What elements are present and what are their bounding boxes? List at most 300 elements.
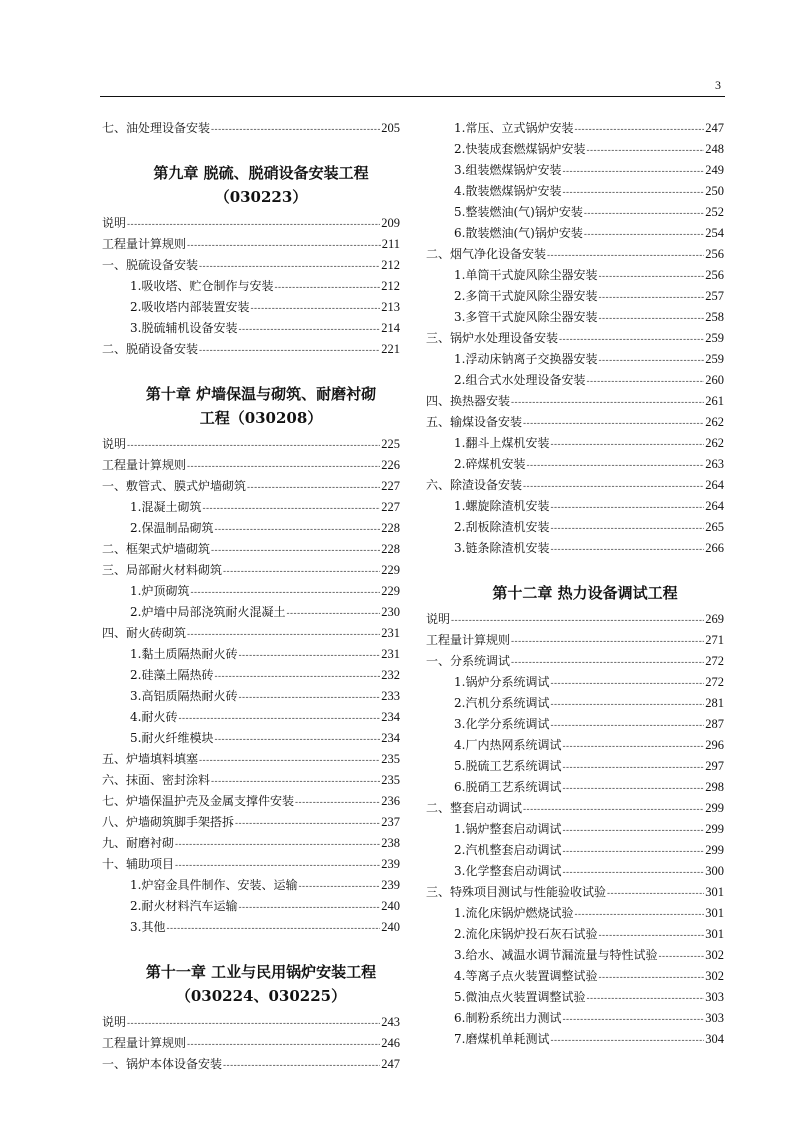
- toc-entry[interactable]: [426, 412, 724, 433]
- toc-subentry[interactable]: [426, 861, 724, 882]
- toc-entry[interactable]: [426, 391, 724, 412]
- leader-dots: [235, 814, 380, 835]
- toc-subentry[interactable]: [426, 370, 724, 391]
- leader-dots: [598, 288, 704, 309]
- toc-entry-title: 6.脱硝工艺系统调试: [454, 780, 562, 794]
- toc-entry-title: 说明: [426, 612, 451, 626]
- toc-entry-title: 3.给水、减温水调节漏流量与特性试验: [454, 948, 658, 962]
- leader-dots: [211, 772, 380, 793]
- toc-entry-title: 2.快装成套燃煤锅炉安装: [454, 142, 586, 156]
- toc-entry-title: 1.浮动床钠离子交换器安装: [454, 352, 598, 366]
- toc-entry[interactable]: [102, 560, 400, 581]
- toc-page-number: 239: [381, 878, 400, 892]
- toc-left-column: [102, 118, 400, 1075]
- toc-entry-title: 四、耐火砖砌筑: [102, 626, 187, 640]
- toc-subentry[interactable]: [102, 518, 400, 539]
- toc-subentry[interactable]: [426, 538, 724, 559]
- leader-dots: [295, 793, 380, 814]
- toc-page-number: 266: [705, 541, 724, 555]
- toc-subentry[interactable]: [426, 819, 724, 840]
- toc-entry[interactable]: [102, 1054, 400, 1075]
- toc-entry-title: 七、油处理设备安装: [102, 121, 211, 135]
- toc-subentry[interactable]: [426, 454, 724, 475]
- chapter-title-line: 第十一章 工业与民用锅炉安装工程: [145, 963, 377, 981]
- toc-page-number: 265: [705, 520, 724, 534]
- leader-dots: [238, 646, 380, 667]
- toc-subentry[interactable]: [426, 1029, 724, 1050]
- toc-entry-title: 说明: [102, 437, 127, 451]
- toc-entry-title: 1.黏土质隔热耐火砖: [130, 647, 238, 661]
- toc-page-number: 259: [705, 331, 724, 345]
- toc-entry-title: 二、框架式炉墙砌筑: [102, 542, 211, 556]
- toc-entry[interactable]: [426, 798, 724, 819]
- toc-page-number: 236: [381, 794, 400, 808]
- leader-dots: [562, 863, 704, 884]
- leader-dots: [550, 716, 704, 737]
- toc-page-number: 257: [705, 289, 724, 303]
- leader-dots: [658, 947, 704, 968]
- toc-entry-title: 十、辅助项目: [102, 857, 175, 871]
- chapter-heading: [102, 161, 400, 209]
- toc-subentry[interactable]: [102, 297, 400, 318]
- toc-entry-title: 七、炉墙保温护壳及金属支撑件安装: [102, 794, 295, 808]
- leader-dots: [550, 435, 704, 456]
- toc-subentry[interactable]: [102, 497, 400, 518]
- toc-entry-title: 2.碎煤机安装: [454, 457, 526, 471]
- toc-entry[interactable]: [102, 213, 400, 234]
- toc-entry[interactable]: [102, 1012, 400, 1033]
- toc-subentry[interactable]: [102, 581, 400, 602]
- toc-page-number: 225: [381, 437, 400, 451]
- toc-page-number: 302: [705, 969, 724, 983]
- leader-dots: [562, 183, 704, 204]
- toc-page-number: 212: [381, 258, 400, 272]
- leader-dots: [286, 604, 380, 625]
- chapter-title-line: 工程（030208）: [199, 409, 323, 427]
- toc-entry[interactable]: [426, 630, 724, 651]
- toc-page-number: 234: [381, 731, 400, 745]
- toc-page-number: 300: [705, 864, 724, 878]
- leader-dots: [214, 520, 380, 541]
- toc-entry-title: 3.其他: [130, 920, 166, 934]
- toc-entry-title: 1.流化床锅炉燃烧试验: [454, 906, 574, 920]
- toc-entry-title: 2.流化床锅炉投石灰石试验: [454, 927, 598, 941]
- toc-entry-title: 1.锅炉分系统调试: [454, 675, 550, 689]
- toc-page-number: 227: [381, 479, 400, 493]
- leader-dots: [562, 1010, 704, 1031]
- leader-dots: [550, 674, 704, 695]
- leader-dots: [298, 877, 380, 898]
- toc-page-number: 240: [381, 899, 400, 913]
- toc-page-number: 234: [381, 710, 400, 724]
- toc-entry-title: 3.链条除渣机安装: [454, 541, 550, 555]
- toc-entry-title: 五、炉墙填料填塞: [102, 752, 199, 766]
- toc-subentry[interactable]: [426, 840, 724, 861]
- toc-subentry[interactable]: [102, 318, 400, 339]
- toc-entry-title: 7.磨煤机单耗测试: [454, 1032, 550, 1046]
- toc-subentry[interactable]: [426, 1008, 724, 1029]
- toc-entry-title: 2.硅藻土隔热砖: [130, 668, 214, 682]
- leader-dots: [598, 351, 704, 372]
- toc-entry-title: 4.厂内热网系统调试: [454, 738, 562, 752]
- toc-entry-title: 一、分系统调试: [426, 654, 511, 668]
- leader-dots: [550, 1031, 704, 1052]
- leader-dots: [511, 393, 704, 414]
- toc-entry-title: 2.耐火材料汽车运输: [130, 899, 238, 913]
- leader-dots: [562, 779, 704, 800]
- toc-subentry[interactable]: [102, 602, 400, 623]
- toc-entry-title: 九、耐磨衬砌: [102, 836, 175, 850]
- toc-entry[interactable]: [102, 234, 400, 255]
- toc-entry-title: 1.吸收塔、贮仓制作与安装: [130, 279, 274, 293]
- toc-page-number: 281: [705, 696, 724, 710]
- toc-entry-title: 6.制粉系统出力测试: [454, 1011, 562, 1025]
- toc-subentry[interactable]: [102, 707, 400, 728]
- leader-dots: [127, 1014, 380, 1035]
- toc-entry-title: 3.化学分系统调试: [454, 717, 550, 731]
- toc-page-number: 271: [705, 633, 724, 647]
- toc-page-number: 298: [705, 780, 724, 794]
- toc-entry[interactable]: [426, 328, 724, 349]
- toc-page-number: 227: [381, 500, 400, 514]
- toc-page-number: 262: [705, 415, 724, 429]
- toc-subentry[interactable]: [102, 728, 400, 749]
- toc-subentry[interactable]: [102, 896, 400, 917]
- toc-page-number: 264: [705, 499, 724, 513]
- toc-entry-title: 1.锅炉整套启动调试: [454, 822, 562, 836]
- chapter-title-line: （030223）: [214, 188, 308, 206]
- toc-entry-title: 四、换热器安装: [426, 394, 511, 408]
- leader-dots: [187, 236, 381, 257]
- toc-page-number: 301: [705, 927, 724, 941]
- toc-page-number: 237: [381, 815, 400, 829]
- toc-subentry[interactable]: [426, 517, 724, 538]
- leader-dots: [550, 519, 704, 540]
- toc-page-number: 250: [705, 184, 724, 198]
- toc-entry[interactable]: [426, 882, 724, 903]
- chapter-title-line: 第十章 炉墙保温与砌筑、耐磨衬砌: [145, 385, 377, 403]
- leader-dots: [584, 225, 704, 246]
- toc-subentry[interactable]: [426, 714, 724, 735]
- toc-page-number: 247: [381, 1057, 400, 1071]
- toc-page-number: 263: [705, 457, 724, 471]
- toc-entry-title: 5.整装燃油(气)锅炉安装: [454, 205, 583, 219]
- toc-page-number: 233: [381, 689, 400, 703]
- toc-entry-title: 5.耐火纤维模块: [130, 731, 214, 745]
- leader-dots: [250, 299, 380, 320]
- toc-entry-title: 1.炉顶砌筑: [130, 584, 190, 598]
- toc-page-number: 228: [381, 542, 400, 556]
- toc-subentry[interactable]: [426, 181, 724, 202]
- leader-dots: [175, 835, 380, 856]
- toc-entry[interactable]: [102, 623, 400, 644]
- toc-page-number: 260: [705, 373, 724, 387]
- toc-page-number: 304: [705, 1032, 724, 1046]
- toc-subentry[interactable]: [426, 966, 724, 987]
- leader-dots: [190, 583, 380, 604]
- toc-page-number: 296: [705, 738, 724, 752]
- leader-dots: [562, 162, 704, 183]
- toc-entry[interactable]: [102, 812, 400, 833]
- leader-dots: [238, 320, 380, 341]
- toc-entry[interactable]: [426, 475, 724, 496]
- toc-entry[interactable]: [102, 1033, 400, 1054]
- toc-entry[interactable]: [102, 476, 400, 497]
- leader-dots: [451, 611, 704, 632]
- toc-entry[interactable]: [102, 791, 400, 812]
- toc-subentry[interactable]: [102, 686, 400, 707]
- toc-page-number: 232: [381, 668, 400, 682]
- toc-subentry[interactable]: [426, 286, 724, 307]
- toc-subentry[interactable]: [426, 945, 724, 966]
- toc-subentry[interactable]: [426, 735, 724, 756]
- leader-dots: [607, 884, 704, 905]
- toc-entry-title: 三、特殊项目测试与性能验收试验: [426, 885, 607, 899]
- page-number: 3: [715, 78, 721, 92]
- leader-dots: [187, 457, 380, 478]
- toc-subentry[interactable]: [426, 777, 724, 798]
- toc-entry-title: 2.刮板除渣机安装: [454, 520, 550, 534]
- toc-entry-title: 1.螺旋除渣机安装: [454, 499, 550, 513]
- toc-page-number: 254: [705, 226, 724, 240]
- toc-entry-title: 4.散装燃煤锅炉安装: [454, 184, 562, 198]
- leader-dots: [598, 309, 704, 330]
- toc-entry[interactable]: [426, 651, 724, 672]
- toc-entry-title: 工程量计算规则: [102, 237, 187, 251]
- leader-dots: [523, 414, 704, 435]
- toc-page-number: 213: [381, 300, 400, 314]
- chapter-title-line: 第十二章 热力设备调试工程: [492, 584, 678, 602]
- toc-subentry[interactable]: [426, 987, 724, 1008]
- leader-dots: [526, 456, 704, 477]
- leader-dots: [547, 246, 704, 267]
- toc-entry-title: 3.脱硫辅机设备安装: [130, 321, 238, 335]
- toc-entry[interactable]: [102, 770, 400, 791]
- toc-page-number: 239: [381, 857, 400, 871]
- toc-subentry[interactable]: [426, 693, 724, 714]
- toc-page-number: 301: [705, 906, 724, 920]
- toc-page-number: 229: [381, 563, 400, 577]
- toc-page-number: 299: [705, 843, 724, 857]
- leader-dots: [559, 330, 704, 351]
- toc-entry-title: 一、脱硫设备安装: [102, 258, 199, 272]
- toc-page-number: 259: [705, 352, 724, 366]
- toc-page-number: 256: [705, 268, 724, 282]
- leader-dots: [550, 498, 704, 519]
- toc-entry-title: 2.多筒干式旋风除尘器安装: [454, 289, 598, 303]
- toc-entry[interactable]: [102, 455, 400, 476]
- leader-dots: [199, 751, 380, 772]
- toc-entry[interactable]: [102, 118, 400, 139]
- toc-entry-title: 二、烟气净化设备安装: [426, 247, 547, 261]
- leader-dots: [562, 821, 704, 842]
- toc-page-number: 226: [381, 458, 400, 472]
- toc-subentry[interactable]: [102, 875, 400, 896]
- chapter-title-line: 第九章 脱硫、脱硝设备安装工程: [153, 164, 369, 182]
- toc-entry-title: 2.汽机整套启动调试: [454, 843, 562, 857]
- toc-subentry[interactable]: [426, 118, 724, 139]
- leader-dots: [523, 477, 704, 498]
- toc-entry[interactable]: [102, 434, 400, 455]
- toc-subentry[interactable]: [426, 202, 724, 223]
- toc-page-number: 231: [381, 626, 400, 640]
- header-rule: [100, 96, 725, 97]
- toc-entry[interactable]: [102, 854, 400, 875]
- toc-page-number: 256: [705, 247, 724, 261]
- leader-dots: [127, 436, 380, 457]
- toc-entry-title: 1.炉窑金具件制作、安装、运输: [130, 878, 298, 892]
- leader-dots: [598, 968, 704, 989]
- toc-page-number: 252: [705, 205, 724, 219]
- toc-subentry[interactable]: [102, 644, 400, 665]
- leader-dots: [175, 856, 380, 877]
- chapter-title-line: （030224、030225）: [175, 987, 347, 1005]
- toc-page-number: 249: [705, 163, 724, 177]
- toc-subentry[interactable]: [426, 160, 724, 181]
- toc-entry-title: 1.翻斗上煤机安装: [454, 436, 550, 450]
- toc-page-number: 212: [381, 279, 400, 293]
- leader-dots: [211, 120, 380, 141]
- toc-subentry[interactable]: [426, 265, 724, 286]
- leader-dots: [586, 372, 704, 393]
- toc-subentry[interactable]: [426, 349, 724, 370]
- leader-dots: [202, 499, 380, 520]
- toc-entry-title: 5.微油点火装置调整试验: [454, 990, 586, 1004]
- leader-dots: [574, 905, 704, 926]
- toc-entry-title: 六、除渣设备安装: [426, 478, 523, 492]
- leader-dots: [550, 695, 704, 716]
- toc-entry-title: 说明: [102, 1015, 127, 1029]
- leader-dots: [586, 989, 704, 1010]
- toc-entry[interactable]: [102, 255, 400, 276]
- toc-subentry[interactable]: [426, 307, 724, 328]
- leader-dots: [223, 1056, 380, 1077]
- toc-entry-title: 二、脱硝设备安装: [102, 342, 199, 356]
- toc-entry[interactable]: [102, 539, 400, 560]
- toc-page-number: 243: [381, 1015, 400, 1029]
- toc-page-number: 299: [705, 822, 724, 836]
- toc-entry-title: 3.多管干式旋风除尘器安装: [454, 310, 598, 324]
- toc-page-number: 228: [381, 521, 400, 535]
- toc-entry-title: 八、炉墙砌筑脚手架搭拆: [102, 815, 235, 829]
- toc-entry-title: 三、锅炉水处理设备安装: [426, 331, 559, 345]
- toc-page-number: 238: [381, 836, 400, 850]
- toc-page-number: 269: [705, 612, 724, 626]
- toc-page-number: 262: [705, 436, 724, 450]
- toc-subentry[interactable]: [102, 665, 400, 686]
- leader-dots: [511, 653, 704, 674]
- leader-dots: [178, 709, 380, 730]
- toc-subentry[interactable]: [426, 223, 724, 244]
- toc-page-number: 287: [705, 717, 724, 731]
- leader-dots: [214, 667, 380, 688]
- toc-right-column: [426, 118, 724, 1050]
- toc-page-number: 264: [705, 478, 724, 492]
- chapter-heading: [102, 960, 400, 1008]
- toc-entry-title: 2.组合式水处理设备安装: [454, 373, 586, 387]
- toc-entry-title: 2.保温制品砌筑: [130, 521, 214, 535]
- leader-dots: [187, 1035, 380, 1056]
- chapter-heading: [426, 581, 724, 605]
- leader-dots: [166, 919, 380, 940]
- leader-dots: [199, 341, 380, 362]
- leader-dots: [574, 120, 704, 141]
- toc-subentry[interactable]: [426, 903, 724, 924]
- toc-entry[interactable]: [102, 833, 400, 854]
- chapter-heading: [102, 382, 400, 430]
- leader-dots: [523, 800, 704, 821]
- toc-entry[interactable]: [102, 749, 400, 770]
- toc-entry-title: 3.组装燃煤锅炉安装: [454, 163, 562, 177]
- toc-entry-title: 一、锅炉本体设备安装: [102, 1057, 223, 1071]
- leader-dots: [211, 541, 380, 562]
- leader-dots: [214, 730, 380, 751]
- toc-page-number: 230: [381, 605, 400, 619]
- toc-entry-title: 4.耐火砖: [130, 710, 178, 724]
- toc-entry-title: 六、抹面、密封涂料: [102, 773, 211, 787]
- toc-page-number: 297: [705, 759, 724, 773]
- toc-page-number: 221: [381, 342, 400, 356]
- toc-subentry[interactable]: [102, 276, 400, 297]
- toc-subentry[interactable]: [426, 433, 724, 454]
- toc-entry-title: 4.等离子点火装置调整试验: [454, 969, 598, 983]
- toc-page-number: 235: [381, 773, 400, 787]
- leader-dots: [598, 926, 704, 947]
- toc-subentry[interactable]: [426, 496, 724, 517]
- toc-entry-title: 3.高铝质隔热耐火砖: [130, 689, 238, 703]
- toc-entry-title: 说明: [102, 216, 127, 230]
- toc-entry[interactable]: [102, 339, 400, 360]
- leader-dots: [562, 842, 704, 863]
- leader-dots: [127, 215, 380, 236]
- toc-entry-title: 工程量计算规则: [102, 1036, 187, 1050]
- leader-dots: [550, 540, 704, 561]
- leader-dots: [238, 898, 380, 919]
- toc-subentry[interactable]: [426, 672, 724, 693]
- leader-dots: [562, 737, 704, 758]
- toc-page-number: 302: [705, 948, 724, 962]
- toc-page-number: 240: [381, 920, 400, 934]
- toc-page-number: 247: [705, 121, 724, 135]
- leader-dots: [511, 632, 704, 653]
- toc-page-number: 209: [381, 216, 400, 230]
- toc-entry-title: 5.脱硫工艺系统调试: [454, 759, 562, 773]
- toc-page-number: 301: [705, 885, 724, 899]
- toc-subentry[interactable]: [426, 924, 724, 945]
- toc-page-number: 272: [705, 675, 724, 689]
- leader-dots: [187, 625, 380, 646]
- toc-entry-title: 2.吸收塔内部装置安装: [130, 300, 250, 314]
- toc-page-number: 248: [705, 142, 724, 156]
- toc-entry[interactable]: [426, 244, 724, 265]
- toc-entry[interactable]: [426, 609, 724, 630]
- toc-page-number: 299: [705, 801, 724, 815]
- toc-page-number: 303: [705, 1011, 724, 1025]
- leader-dots: [598, 267, 704, 288]
- toc-page-number: 205: [381, 121, 400, 135]
- toc-entry-title: 三、局部耐火材料砌筑: [102, 563, 223, 577]
- toc-entry-title: 6.散装燃油(气)锅炉安装: [454, 226, 583, 240]
- leader-dots: [586, 141, 704, 162]
- toc-subentry[interactable]: [102, 917, 400, 938]
- toc-page-number: 235: [381, 752, 400, 766]
- toc-subentry[interactable]: [426, 756, 724, 777]
- toc-entry-title: 2.汽机分系统调试: [454, 696, 550, 710]
- toc-subentry[interactable]: [426, 139, 724, 160]
- leader-dots: [584, 204, 704, 225]
- toc-entry-title: 二、整套启动调试: [426, 801, 523, 815]
- toc-page-number: 211: [381, 237, 400, 251]
